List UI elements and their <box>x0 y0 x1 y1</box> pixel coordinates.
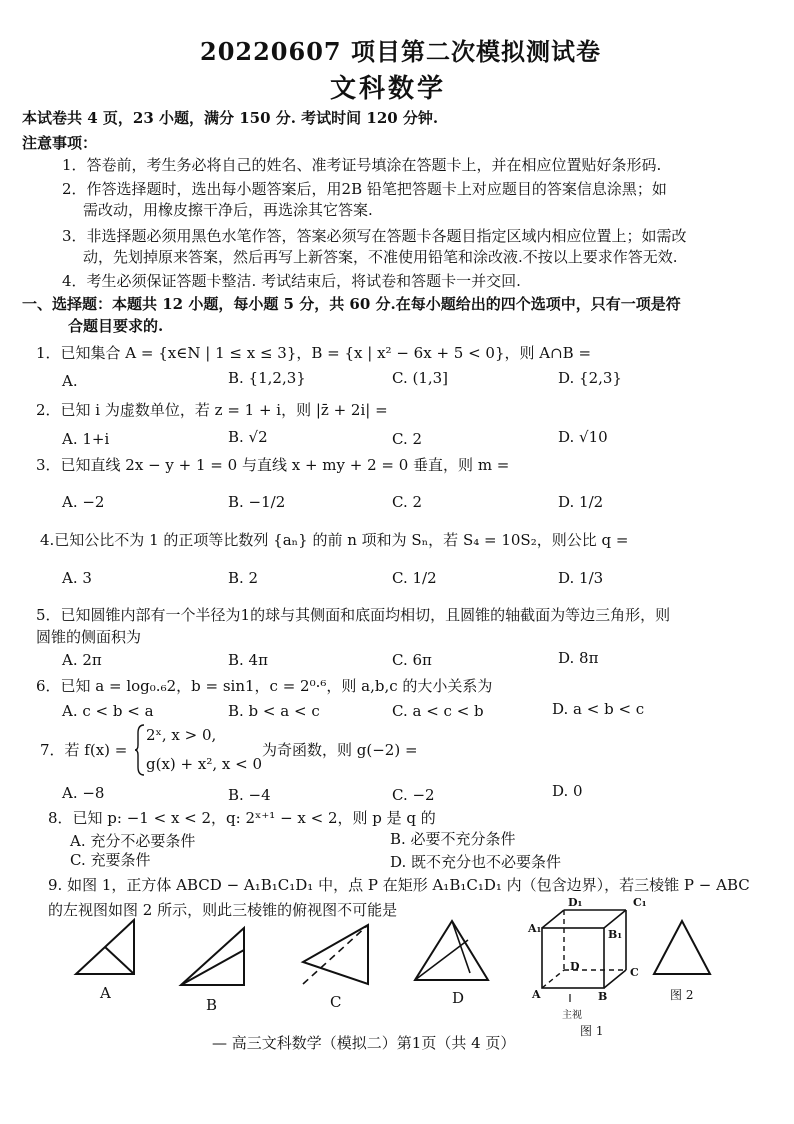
question-7-case-1: 2ˣ, x > 0, <box>146 726 217 744</box>
question-8-stem: 8．已知 p: −1 < x < 2，q: 2ˣ⁺¹ − x < 2，则 p 是 q 的 <box>48 809 436 827</box>
exam-intro: 本试卷共 4 页，23 小题，满分 150 分. 考试时间 120 分钟. <box>22 109 439 127</box>
cube-label-c1: C₁ <box>633 896 647 909</box>
question-6-option-d: D. a < b < c <box>552 700 645 718</box>
figure-option-b <box>178 925 258 993</box>
question-4-option-d: D. 1/3 <box>558 569 604 587</box>
notice-item: 动，先划掉原来答案，然后再写上新答案，不准使用铅笔和涂改液.不按以上要求作答无效. <box>83 248 678 266</box>
question-1-stem: 1．已知集合 A = {x∈N | 1 ≤ x ≤ 3}，B = {x | x² − 6x + 5 < 0}，则 A∩B = <box>36 344 592 362</box>
question-7-option-c: C. −2 <box>392 786 435 804</box>
question-4-option-a: A. 3 <box>62 569 92 587</box>
figure-1-caption: 图 1 <box>580 1024 604 1038</box>
question-8-option-a: A. 充分不必要条件 <box>70 832 196 850</box>
question-2-option-b: B. √2 <box>228 428 268 446</box>
question-6-stem: 6．已知 a = log₀.₆2，b = sin1，c = 2⁰·⁶，则 a,b,c 的大小关系为 <box>36 677 493 695</box>
question-8-option-c: C. 充要条件 <box>70 851 151 869</box>
question-2-option-d: D. √10 <box>558 428 608 446</box>
exam-title: 20220607 项目第二次模拟测试卷 <box>200 37 601 66</box>
figure-option-d <box>410 918 494 986</box>
notice-heading: 注意事项： <box>22 134 98 152</box>
question-8-option-b: B. 必要不充分条件 <box>390 830 516 848</box>
figure-label-d: D <box>452 989 465 1007</box>
question-6-option-b: B. b < a < c <box>228 702 320 720</box>
question-2-option-c: C. 2 <box>392 430 423 448</box>
cube-label-b1: B₁ <box>608 928 623 941</box>
question-3-option-b: B. −1/2 <box>228 493 286 511</box>
cube-label-d1: D₁ <box>568 896 583 909</box>
cube-label-c: C <box>630 966 639 979</box>
notice-item: 1．答卷前，考生务必将自己的姓名、准考证号填涂在答题卡上，并在相应位置贴好条形码. <box>62 156 662 174</box>
figure-label-a: A <box>100 984 111 1002</box>
figure-2-caption: 图 2 <box>670 988 694 1002</box>
notice-item: 需改动，用橡皮擦干净后，再选涂其它答案. <box>83 201 373 219</box>
question-4-option-b: B. 2 <box>228 569 259 587</box>
question-7-case-2: g(x) + x², x < 0 <box>146 755 262 773</box>
figure-label-b: B <box>206 996 218 1014</box>
question-6-option-a: A. c < b < a <box>62 702 154 720</box>
question-7-option-d: D. 0 <box>552 782 583 800</box>
question-3-option-a: A. −2 <box>62 493 105 511</box>
question-7-stem-pre: 7．若 f(x) = <box>40 741 128 759</box>
question-5-option-b: B. 4π <box>228 651 268 669</box>
question-1-option-a: A. <box>62 372 78 390</box>
question-3-option-c: C. 2 <box>392 493 423 511</box>
section-heading: 一、选择题：本题共 12 小题，每小题 5 分，共 60 分.在每小题给出的四个选项中，只有一项是符 <box>22 295 681 313</box>
question-9-stem-cont: 的左视图如图 2 所示，则此三棱锥的俯视图不可能是 <box>48 901 398 919</box>
question-1-option-b: B. {1,2,3} <box>228 369 306 387</box>
question-7-stem-post: 为奇函数，则 g(−2) = <box>262 741 418 759</box>
piecewise-brace <box>134 723 146 777</box>
question-5-option-a: A. 2π <box>62 651 102 669</box>
question-7-option-a: A. −8 <box>62 784 105 802</box>
notice-item: 2．作答选择题时，选出每小题答案后，用2B 铅笔把答题卡上对应题目的答案信息涂黑；如 <box>62 180 667 198</box>
question-5-option-d: D. 8π <box>558 649 599 667</box>
cube-label-front-view: 主视 <box>562 1010 582 1021</box>
question-7-option-b: B. −4 <box>228 786 271 804</box>
question-3-stem: 3．已知直线 2x − y + 1 = 0 与直线 x + my + 2 = 0 垂直，则 m = <box>36 456 510 474</box>
question-2-stem: 2．已知 i 为虚数单位，若 z = 1 + i，则 |z̄ + 2i| = <box>36 401 388 419</box>
notice-item: 3．非选择题必须用黑色水笔作答，答案必须写在答题卡各题目指定区域内相应位置上；如需改 <box>62 227 687 245</box>
cube-label-a: A <box>532 988 541 1001</box>
notice-item: 4．考生必须保证答题卡整洁. 考试结束后，将试卷和答题卡一并交回. <box>62 272 521 290</box>
question-5-stem: 5．已知圆锥内部有一个半径为1的球与其侧面和底面均相切，且圆锥的轴截面为等边三角形，则 <box>36 606 671 624</box>
cube-label-a1: A₁ <box>528 922 542 935</box>
question-6-option-c: C. a < c < b <box>392 702 484 720</box>
figure-option-a <box>72 918 142 980</box>
question-1-option-c: C. (1,3] <box>392 369 449 387</box>
question-2-option-a: A. 1+i <box>62 430 110 448</box>
section-heading-cont: 合题目要求的. <box>68 317 164 335</box>
figure-label-c: C <box>330 993 342 1011</box>
question-5-option-c: C. 6π <box>392 651 432 669</box>
exam-subject: 文科数学 <box>330 74 447 104</box>
figure-option-c <box>298 922 378 990</box>
cube-figure <box>524 898 648 1028</box>
question-1-option-d: D. {2,3} <box>558 369 622 387</box>
cube-label-b: B <box>598 990 608 1003</box>
question-4-stem: 4.已知公比不为 1 的正项等比数列 {aₙ} 的前 n 项和为 Sₙ，若 S₄ = 10S₂，则公比 q = <box>40 531 629 549</box>
question-8-option-d: D. 既不充分也不必要条件 <box>390 853 562 871</box>
question-9-stem: 9. 如图 1，正方体 ABCD − A₁B₁C₁D₁ 中，点 P 在矩形 A₁B₁C₁D₁ 内（包含边界），若三棱锥 P − ABC <box>48 876 750 894</box>
page-footer: — 高三文科数学（模拟二）第1页（共 4 页） <box>212 1034 516 1052</box>
question-5-stem-cont: 圆锥的侧面积为 <box>36 628 142 646</box>
question-4-option-c: C. 1/2 <box>392 569 437 587</box>
question-3-option-d: D. 1/2 <box>558 493 604 511</box>
figure-2-left-view <box>650 918 714 978</box>
cube-label-d: D <box>570 960 580 973</box>
